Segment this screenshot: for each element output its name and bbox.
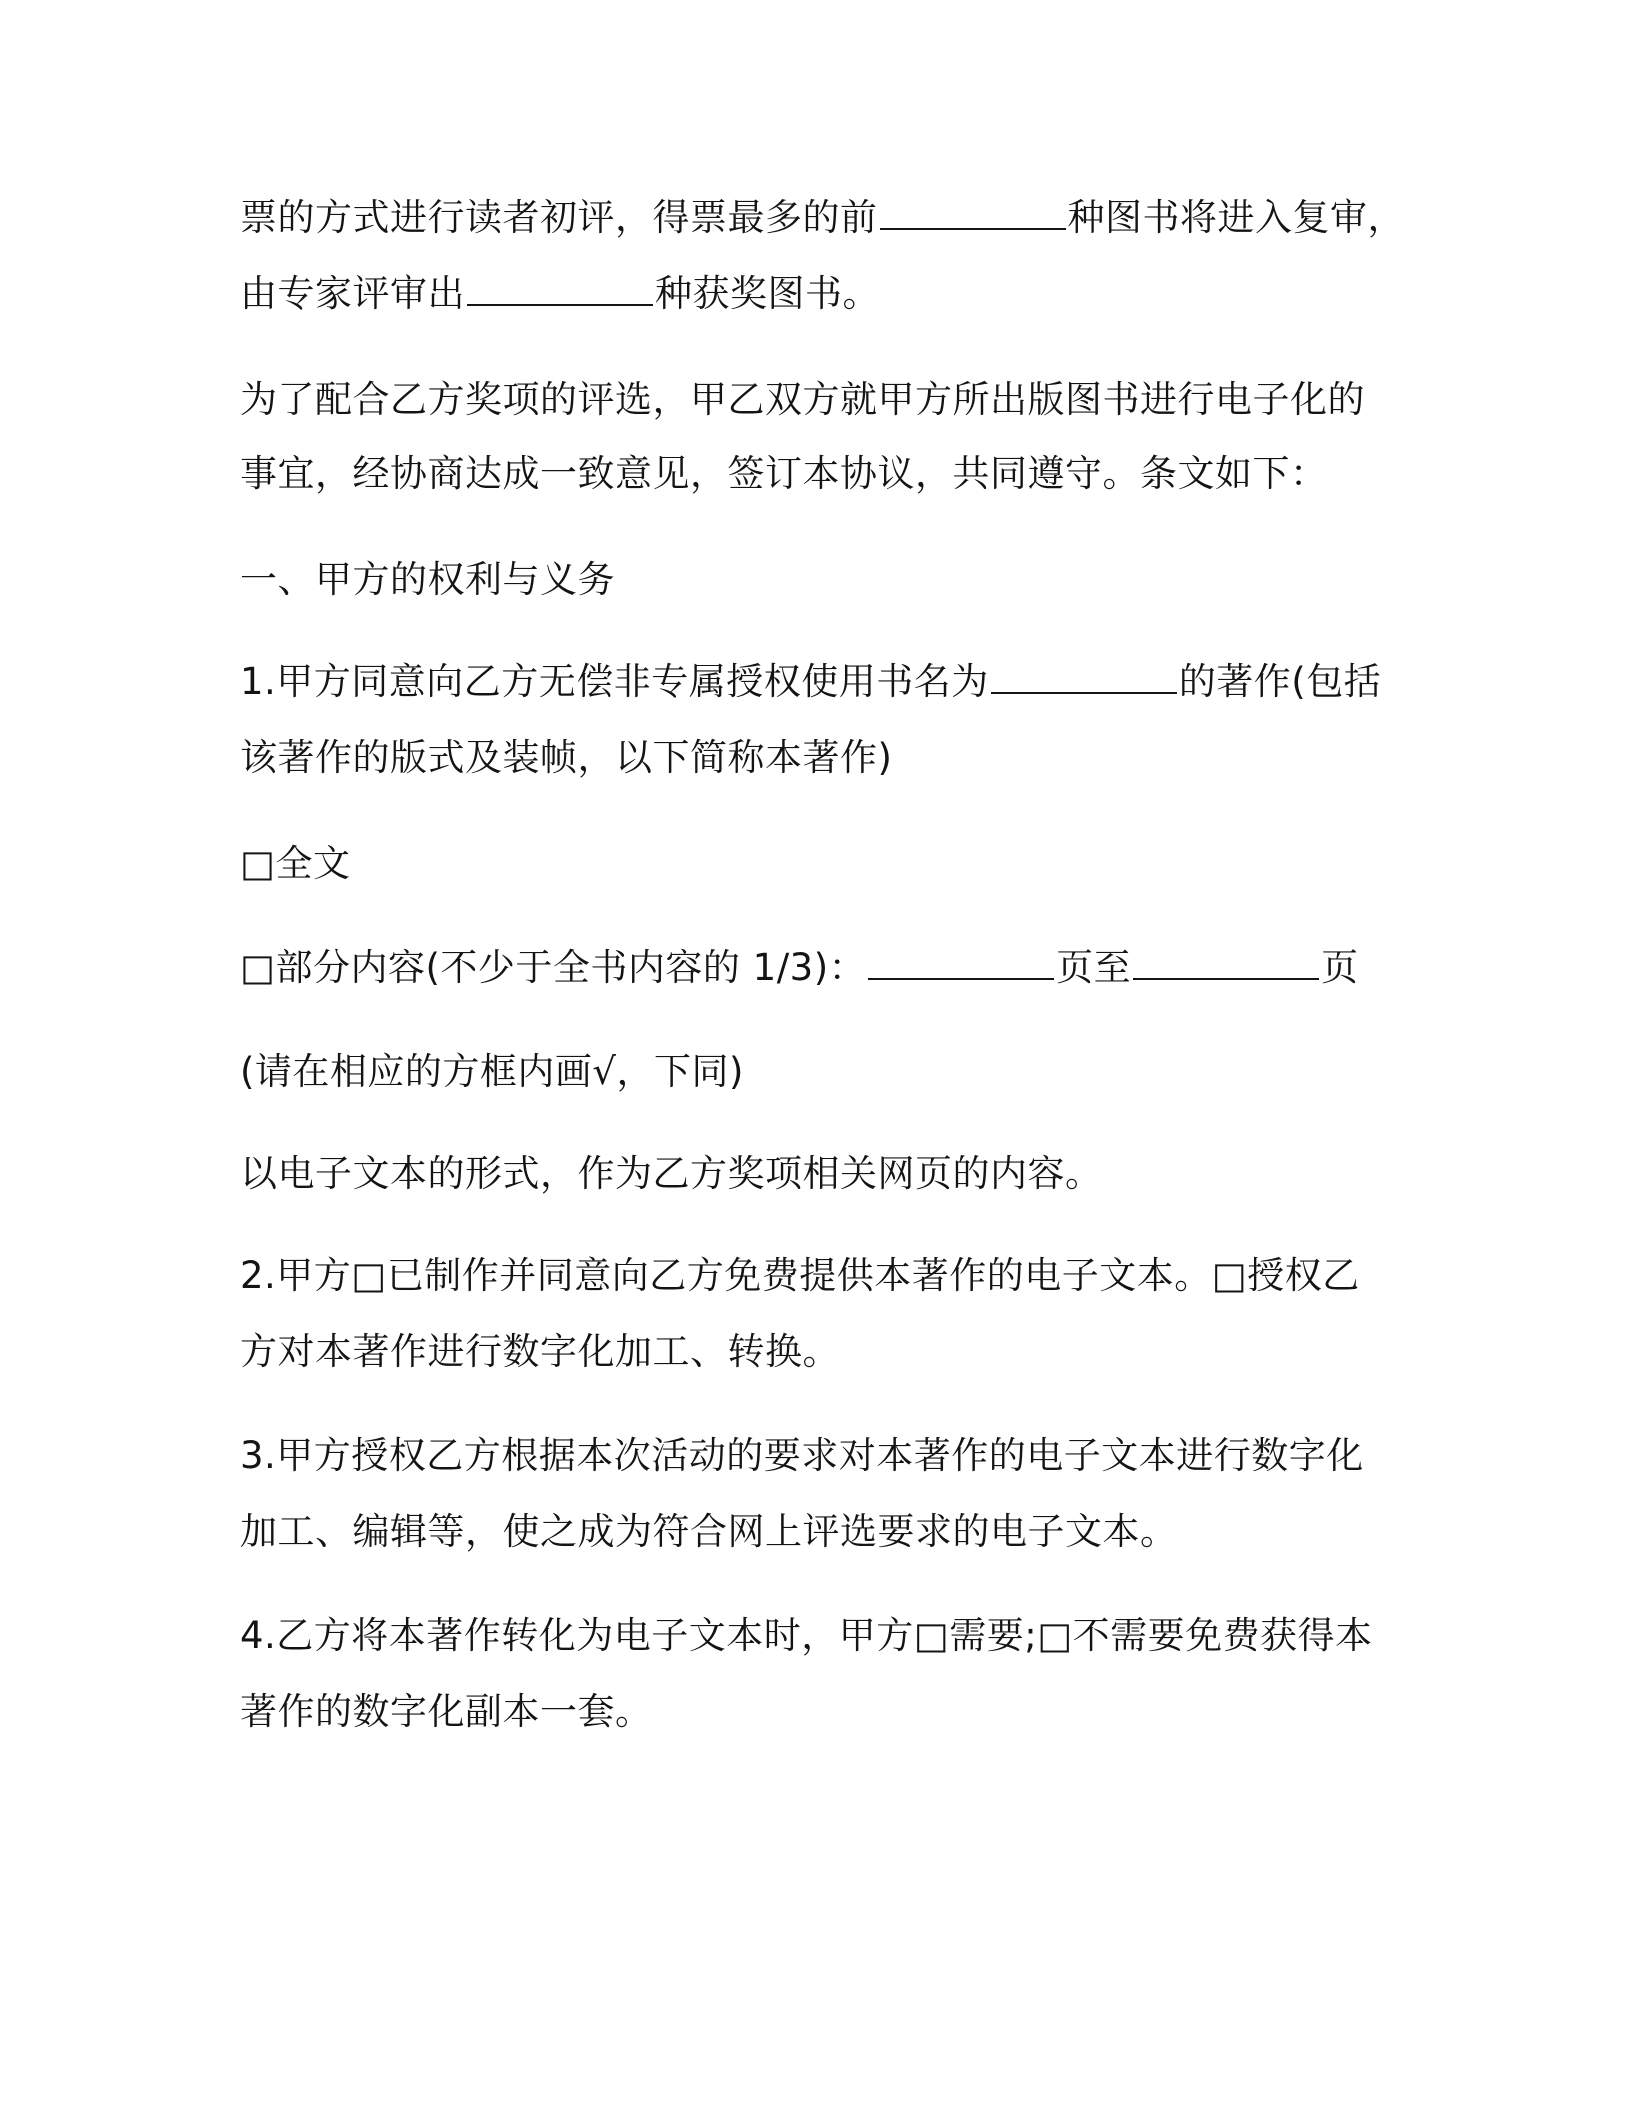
text-run: 种获奖图书。 — [655, 272, 880, 315]
paragraph-line — [240, 658, 1381, 706]
paragraph-line: (请在相应的方框内画√，下同) — [240, 1050, 744, 1093]
text-run: 页至 — [1056, 946, 1132, 989]
paragraph-line: 以电子文本的形式，作为乙方奖项相关网页的内容。 — [240, 1152, 1103, 1195]
paragraph-line: 该著作的版式及装帧，以下简称本著作) — [240, 736, 893, 779]
text-run: 由专家评审出 — [240, 272, 465, 315]
text-run: □部分内容(不少于全书内容的 1/3)： — [240, 946, 867, 989]
paragraph-line: 2.甲方□已制作并同意向乙方免费提供本著作的电子文本。□授权乙 — [240, 1254, 1360, 1297]
text-run: 1.甲方同意向乙方无偿非专属授权使用书名为 — [240, 660, 989, 703]
paragraph-line: 方对本著作进行数字化加工、转换。 — [240, 1330, 840, 1373]
checkbox-option-full-text: □全文 — [240, 842, 351, 885]
text-run: 的著作(包括 — [1178, 660, 1382, 703]
paragraph-line: 著作的数字化副本一套。 — [240, 1690, 653, 1733]
paragraph-line — [240, 194, 1405, 242]
paragraph-line — [240, 270, 880, 318]
paragraph-line: 为了配合乙方奖项的评选，甲乙双方就甲方所出版图书进行电子化的 — [240, 378, 1365, 421]
section-heading: 一、甲方的权利与义务 — [240, 558, 615, 601]
paragraph-line: 4.乙方将本著作转化为电子文本时，甲方□需要;□不需要免费获得本 — [240, 1614, 1373, 1657]
fill-in-blank — [467, 274, 653, 306]
fill-in-blank — [880, 198, 1066, 230]
fill-in-blank — [868, 948, 1054, 980]
text-run: 票的方式进行读者初评，得票最多的前 — [240, 196, 878, 239]
text-run: 页 — [1321, 946, 1359, 989]
checkbox-option-partial — [240, 944, 1359, 992]
paragraph-line: 事宜，经协商达成一致意见，签订本协议，共同遵守。条文如下： — [240, 452, 1328, 495]
fill-in-blank — [1133, 948, 1319, 980]
text-run: 种图书将进入复审， — [1067, 196, 1405, 239]
paragraph-line: 加工、编辑等，使之成为符合网上评选要求的电子文本。 — [240, 1510, 1178, 1553]
paragraph-line: 3.甲方授权乙方根据本次活动的要求对本著作的电子文本进行数字化 — [240, 1434, 1364, 1477]
fill-in-blank — [991, 662, 1177, 694]
